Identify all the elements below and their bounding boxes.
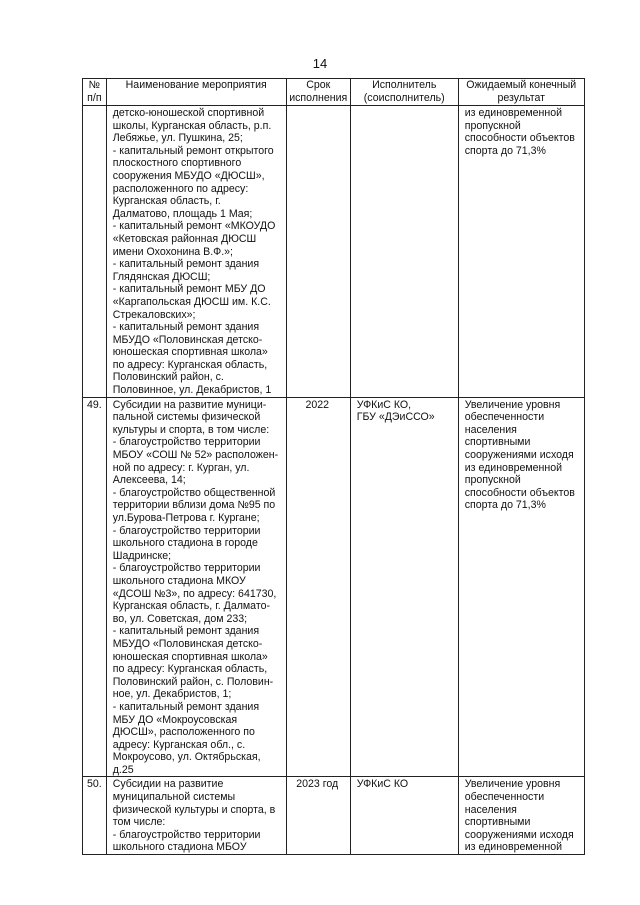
cell-line: территории вблизи дома №95 по	[112, 499, 276, 512]
cell-line: спортивными	[464, 816, 531, 829]
cell-line: Лебяжье, ул. Пушкина, 25;	[112, 132, 243, 145]
cell-line: сооружения МБУДО «ДЮСШ»,	[112, 169, 265, 182]
header-num	[83, 79, 107, 106]
cell-line: муниципальной системы	[112, 791, 236, 804]
table-row	[83, 777, 585, 855]
cell-line: имени Охохонина В.Ф.»;	[112, 245, 233, 258]
row-term: 2023 год	[286, 777, 350, 855]
cell-line: адресу: Курганская обл., с.	[112, 738, 246, 751]
cell-line: спорта до 71,3%	[464, 144, 546, 157]
row-result	[458, 777, 584, 855]
row-executor	[350, 777, 458, 855]
cell-line: населения	[464, 803, 517, 816]
cell-line: Наименование мероприятия	[125, 79, 267, 91]
cell-line: - капитальный ремонт здания	[112, 700, 260, 713]
row-num: 50.	[83, 777, 107, 855]
cell-line: обеспеченности	[464, 791, 545, 804]
header-result	[458, 79, 584, 106]
cell-line: Шадринске;	[112, 549, 172, 562]
cell-line: Увеличение уровня	[464, 398, 561, 411]
cell-line: - благоустройство территории	[112, 562, 261, 575]
cell-line: Срок	[306, 79, 331, 91]
cell-line: - капитальный ремонт здания	[112, 321, 260, 334]
table-header-row	[83, 79, 585, 106]
cell-line: плоскостного спортивного	[112, 157, 242, 170]
cell-line: Далматово, площадь 1 Мая;	[112, 207, 253, 220]
cell-line: - благоустройство территории	[112, 524, 261, 537]
cell-line: ул.Бурова-Петрова г. Кургане;	[112, 512, 260, 524]
cell-line: школьного стадиона в городе	[112, 537, 258, 550]
cell-line: №	[88, 79, 101, 91]
row-num	[83, 106, 107, 398]
cell-line: (соисполнитель)	[363, 91, 445, 104]
row-result	[458, 106, 584, 398]
cell-line: школы, Курганская область, р.п.	[112, 119, 272, 132]
cell-line: Увеличение уровня	[464, 778, 561, 791]
cell-line: Половинский район, с.	[112, 371, 224, 384]
cell-line: Ожидаемый конечный	[466, 79, 577, 91]
cell-line: - благоустройство общественной	[112, 486, 276, 499]
cell-line: населения	[464, 423, 517, 436]
cell-line: из единовременной	[464, 107, 563, 119]
cell-line: юношеская спортивная школа»	[112, 650, 268, 663]
cell-line: - капитальный ремонт здания	[112, 258, 260, 271]
row-name	[106, 397, 286, 777]
row-term	[286, 106, 350, 398]
cell-line: МБОУ «СОШ № 52» расположен-	[112, 449, 279, 462]
header-name	[106, 79, 286, 106]
cell-line: спортивными	[464, 436, 531, 449]
cell-line: по адресу: Курганская область,	[112, 358, 268, 371]
cell-line: Глядянская ДЮСШ;	[112, 270, 211, 283]
cell-line: пропускной	[464, 119, 521, 132]
cell-line: Субсидии на развитие муници-	[112, 398, 267, 411]
cell-line: юношеская спортивная школа»	[112, 346, 268, 359]
cell-line: «ДСОШ №3», по адресу: 641730,	[112, 587, 277, 600]
measures-table	[82, 78, 585, 855]
cell-line: способности объектов	[464, 486, 575, 499]
row-num: 49.	[83, 397, 107, 777]
row-name	[106, 106, 286, 398]
cell-line: - капитальный ремонт здания	[112, 625, 260, 638]
cell-line: Исполнитель	[372, 79, 437, 91]
row-result	[458, 397, 584, 777]
header-term	[286, 79, 350, 106]
page-number: 14	[312, 56, 328, 71]
cell-line: Курганская область, г. Далмато-	[112, 600, 270, 613]
cell-line: из единовременной	[464, 841, 563, 854]
cell-line: Алексеева, 14;	[112, 474, 186, 487]
cell-line: ной по адресу: г. Курган, ул.	[112, 461, 250, 474]
cell-line: школьного стадиона МБОУ	[112, 841, 247, 854]
cell-line: - капитальный ремонт МБУ ДО	[112, 283, 266, 296]
cell-line: - капитальный ремонт «МКОУДО	[112, 220, 276, 233]
cell-line: во, ул. Советская, дом 233;	[112, 612, 248, 625]
cell-line: ДЮСШ», расположенного по	[112, 726, 255, 739]
cell-line: УФКиС КО,	[356, 398, 412, 411]
cell-line: расположенного по адресу:	[112, 182, 249, 195]
cell-line: результат	[497, 91, 545, 104]
cell-line: МБУДО «Половинская детско-	[112, 637, 263, 650]
cell-line: - капитальный ремонт открытого	[112, 144, 274, 157]
table-row	[83, 397, 585, 777]
cell-line: сооружениями исходя	[464, 828, 574, 841]
row-executor	[350, 397, 458, 777]
cell-line: способности объектов	[464, 132, 575, 145]
cell-line: «Кетовская районная ДЮСШ	[112, 232, 257, 245]
cell-line: - благоустройство территории	[112, 436, 261, 449]
cell-line: исполнения	[289, 91, 348, 104]
cell-line: пропускной	[464, 474, 521, 487]
cell-line: Половинский район, с. Половин-	[112, 675, 274, 688]
cell-line: из единовременной	[464, 461, 563, 474]
cell-line: Половинное, ул. Декабристов, 1	[112, 384, 272, 397]
cell-line: детско-юношеской спортивной	[112, 107, 265, 119]
cell-line: д.25	[112, 763, 134, 776]
cell-line: - благоустройство территории	[112, 828, 261, 841]
header-executor	[350, 79, 458, 106]
cell-line: ГБУ «ДЭиССО»	[356, 411, 435, 424]
cell-line: обеспеченности	[464, 411, 545, 424]
row-name	[106, 777, 286, 855]
cell-line: школьного стадиона МКОУ	[112, 574, 246, 587]
cell-line: физической культуры и спорта, в	[112, 803, 276, 816]
cell-line: пальной системы физической	[112, 411, 261, 424]
cell-line: ное, ул. Декабристов, 1;	[112, 688, 232, 701]
cell-line: МБУДО «Половинская детско-	[112, 333, 263, 346]
cell-line: п/п	[87, 91, 102, 104]
row-term: 2022	[286, 397, 350, 777]
cell-line: «Каргапольская ДЮСШ им. К.С.	[112, 295, 271, 308]
cell-line: спорта до 71,3%	[464, 499, 546, 512]
cell-line: Субсидии на развитие	[112, 778, 224, 791]
cell-line: том числе:	[112, 816, 166, 829]
cell-line: Курганская область, г.	[112, 195, 221, 208]
cell-line: культуры и спорта, в том числе:	[112, 423, 270, 436]
cell-line: МБУ ДО «Мокроусовская	[112, 713, 238, 726]
table-row	[83, 106, 585, 398]
cell-line: Мокроусово, ул. Октябрьская,	[112, 751, 261, 764]
cell-line: по адресу: Курганская область,	[112, 663, 268, 676]
cell-line: УФКиС КО	[356, 778, 409, 791]
cell-line: сооружениями исходя	[464, 449, 574, 462]
row-executor	[350, 106, 458, 398]
cell-line: Стрекаловских»;	[112, 308, 196, 321]
